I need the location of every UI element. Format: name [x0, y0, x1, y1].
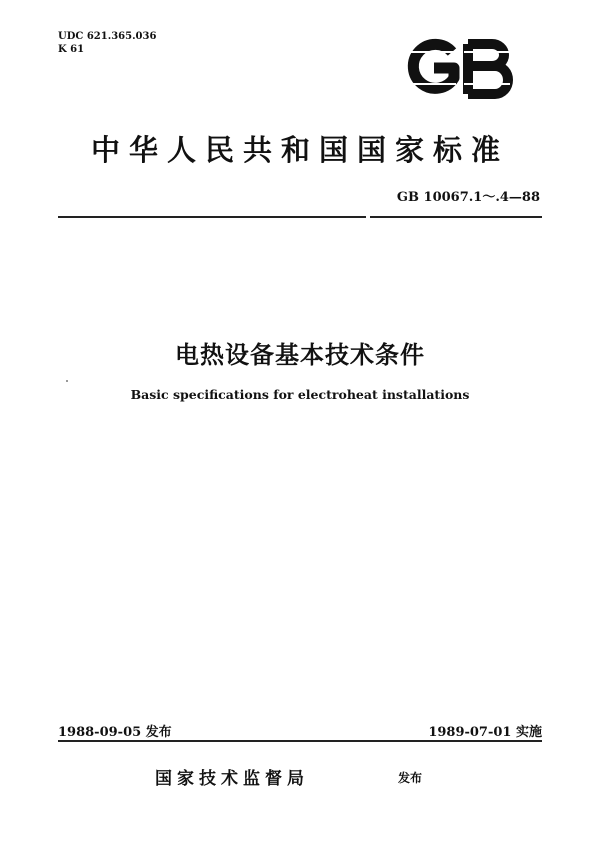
issue-date: 1988-09-05 发布	[58, 725, 172, 740]
footer-divider	[58, 740, 542, 742]
gb-logo	[398, 38, 520, 100]
publisher-name: 国家技术监督局	[155, 769, 309, 789]
header-divider-left	[58, 216, 366, 218]
document-title-zh: 电热设备基本技术条件	[175, 341, 425, 369]
document-title-en: Basic specifications for electroheat installations	[130, 387, 470, 402]
udc-code: UDC 621.365.036	[58, 31, 157, 42]
gb-logo-mark	[398, 38, 520, 100]
standard-code: GB 10067.1～.4—88	[396, 190, 540, 205]
publisher-suffix: 发布	[398, 771, 423, 785]
implement-date: 1989-07-01 实施	[428, 725, 542, 740]
header-divider-right	[370, 216, 542, 218]
standard-title: 中华人民共和国国家标准	[90, 133, 509, 167]
scan-speck	[66, 380, 68, 382]
udc-block	[58, 30, 156, 56]
k-code: K 61	[58, 44, 85, 55]
